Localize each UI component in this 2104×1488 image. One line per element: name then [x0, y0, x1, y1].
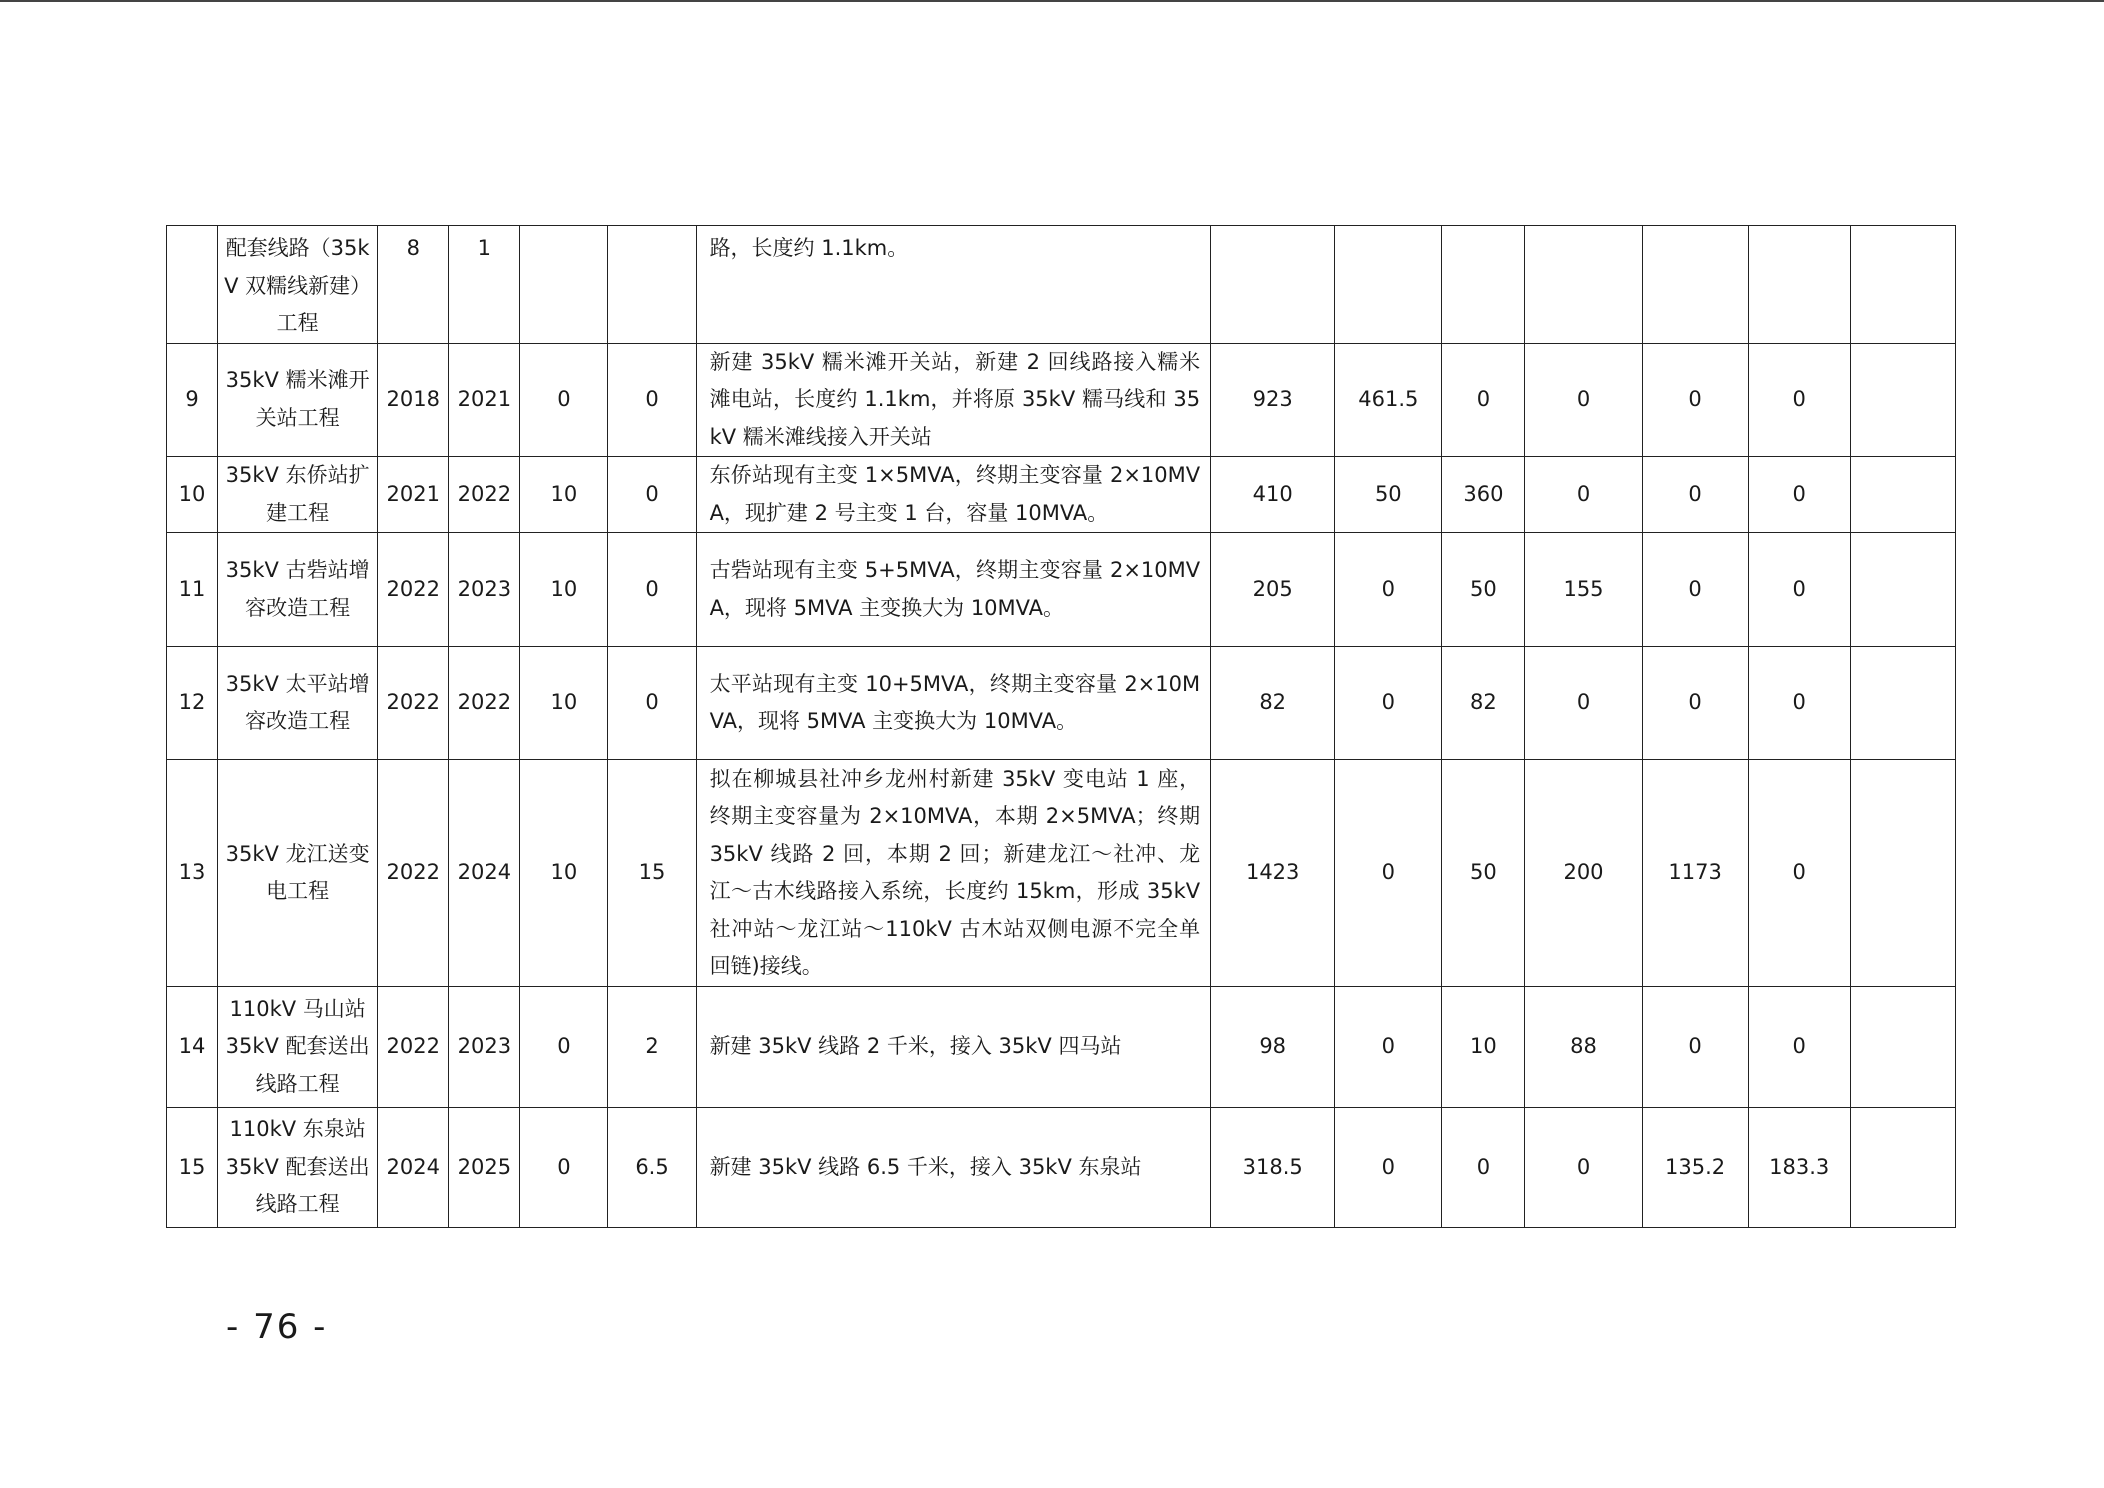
investment-year-4-cell: 0	[1642, 457, 1748, 533]
row-number-cell: 11	[167, 533, 218, 647]
total-investment-cell: 1423	[1211, 760, 1335, 987]
table-row	[167, 343, 1956, 457]
investment-year-2-cell: 82	[1442, 647, 1525, 760]
table-row	[167, 1108, 1956, 1228]
investment-year-2-cell: 360	[1442, 457, 1525, 533]
table-row	[167, 226, 1956, 344]
investment-year-4-cell: 1173	[1642, 760, 1748, 987]
total-investment-cell: 318.5	[1211, 1108, 1335, 1228]
construction-content-cell: 新建 35kV 线路 2 千米，接入 35kV 四马站	[696, 987, 1211, 1108]
investment-year-1-cell	[1335, 226, 1442, 344]
transformer-capacity-cell: 10	[520, 647, 608, 760]
total-investment-cell: 82	[1211, 647, 1335, 760]
total-investment-cell: 205	[1211, 533, 1335, 647]
investment-year-3-cell	[1525, 226, 1642, 344]
end-year-cell: 1	[449, 226, 520, 344]
start-year-cell: 8	[378, 226, 449, 344]
table-row	[167, 647, 1956, 760]
investment-year-1-cell: 0	[1335, 647, 1442, 760]
project-name-cell: 35kV 糯米滩开关站工程	[218, 343, 378, 457]
total-investment-cell: 923	[1211, 343, 1335, 457]
page-top-border	[0, 0, 2104, 2]
project-name-cell: 35kV 太平站增容改造工程	[218, 647, 378, 760]
line-length-cell	[608, 226, 696, 344]
investment-year-3-cell: 0	[1525, 647, 1642, 760]
start-year-cell: 2021	[378, 457, 449, 533]
end-year-cell: 2022	[449, 457, 520, 533]
start-year-cell: 2022	[378, 987, 449, 1108]
investment-year-2-cell	[1442, 226, 1525, 344]
construction-content-cell: 太平站现有主变 10+5MVA，终期主变容量 2×10MVA，现将 5MVA 主变换大为 10MVA。	[696, 647, 1211, 760]
transformer-capacity-cell: 0	[520, 343, 608, 457]
page-number: - 76 -	[226, 1307, 328, 1347]
row-number-cell: 15	[167, 1108, 218, 1228]
line-length-cell: 2	[608, 987, 696, 1108]
row-number-cell: 12	[167, 647, 218, 760]
line-length-cell: 0	[608, 343, 696, 457]
project-table	[166, 225, 1956, 1228]
project-name-cell: 110kV 东泉站 35kV 配套送出线路工程	[218, 1108, 378, 1228]
remarks-cell	[1850, 457, 1955, 533]
investment-year-3-cell: 0	[1525, 343, 1642, 457]
table-row	[167, 987, 1956, 1108]
investment-year-2-cell: 10	[1442, 987, 1525, 1108]
investment-year-5-cell: 0	[1748, 647, 1850, 760]
investment-year-4-cell	[1642, 226, 1748, 344]
start-year-cell: 2022	[378, 760, 449, 987]
end-year-cell: 2023	[449, 987, 520, 1108]
investment-year-1-cell: 461.5	[1335, 343, 1442, 457]
investment-year-5-cell: 0	[1748, 533, 1850, 647]
transformer-capacity-cell: 0	[520, 1108, 608, 1228]
remarks-cell	[1850, 1108, 1955, 1228]
investment-year-5-cell	[1748, 226, 1850, 344]
start-year-cell: 2024	[378, 1108, 449, 1228]
investment-year-4-cell: 0	[1642, 343, 1748, 457]
line-length-cell: 6.5	[608, 1108, 696, 1228]
investment-year-4-cell: 0	[1642, 987, 1748, 1108]
construction-content-cell: 新建 35kV 糯米滩开关站，新建 2 回线路接入糯米滩电站，长度约 1.1km，并将原 35kV 糯马线和 35kV 糯米滩线接入开关站	[696, 343, 1211, 457]
start-year-cell: 2022	[378, 647, 449, 760]
end-year-cell: 2025	[449, 1108, 520, 1228]
start-year-cell: 2022	[378, 533, 449, 647]
table-row	[167, 760, 1956, 987]
remarks-cell	[1850, 987, 1955, 1108]
investment-year-4-cell: 0	[1642, 647, 1748, 760]
investment-year-5-cell: 0	[1748, 760, 1850, 987]
total-investment-cell	[1211, 226, 1335, 344]
investment-year-3-cell: 0	[1525, 1108, 1642, 1228]
investment-year-5-cell: 183.3	[1748, 1108, 1850, 1228]
end-year-cell: 2024	[449, 760, 520, 987]
end-year-cell: 2021	[449, 343, 520, 457]
investment-year-1-cell: 0	[1335, 760, 1442, 987]
line-length-cell: 0	[608, 647, 696, 760]
construction-content-cell: 拟在柳城县社冲乡龙州村新建 35kV 变电站 1 座，终期主变容量为 2×10MVA，本期 2×5MVA；终期 35kV 线路 2 回，本期 2 回；新建龙江～社冲、龙江～古木线路接入系统，长度约 15km，形成 35kV 社冲站～龙江站～110kV 古木站双侧电源不完全单回链)接线。	[696, 760, 1211, 987]
start-year-cell: 2018	[378, 343, 449, 457]
investment-year-3-cell: 155	[1525, 533, 1642, 647]
construction-content-cell: 古砦站现有主变 5+5MVA，终期主变容量 2×10MVA，现将 5MVA 主变换大为 10MVA。	[696, 533, 1211, 647]
row-number-cell: 14	[167, 987, 218, 1108]
row-number-cell	[167, 226, 218, 344]
investment-year-2-cell: 50	[1442, 760, 1525, 987]
project-name-cell: 110kV 马山站 35kV 配套送出线路工程	[218, 987, 378, 1108]
end-year-cell: 2022	[449, 647, 520, 760]
construction-content-cell: 路，长度约 1.1km。	[696, 226, 1211, 344]
investment-year-3-cell: 88	[1525, 987, 1642, 1108]
investment-year-5-cell: 0	[1748, 457, 1850, 533]
construction-content-cell: 新建 35kV 线路 6.5 千米，接入 35kV 东泉站	[696, 1108, 1211, 1228]
line-length-cell: 0	[608, 457, 696, 533]
transformer-capacity-cell: 0	[520, 987, 608, 1108]
line-length-cell: 15	[608, 760, 696, 987]
investment-year-1-cell: 0	[1335, 1108, 1442, 1228]
project-name-cell: 35kV 龙江送变电工程	[218, 760, 378, 987]
investment-year-2-cell: 0	[1442, 1108, 1525, 1228]
remarks-cell	[1850, 343, 1955, 457]
end-year-cell: 2023	[449, 533, 520, 647]
investment-year-1-cell: 50	[1335, 457, 1442, 533]
total-investment-cell: 410	[1211, 457, 1335, 533]
remarks-cell	[1850, 647, 1955, 760]
row-number-cell: 9	[167, 343, 218, 457]
remarks-cell	[1850, 226, 1955, 344]
investment-year-2-cell: 0	[1442, 343, 1525, 457]
transformer-capacity-cell: 10	[520, 533, 608, 647]
transformer-capacity-cell: 10	[520, 457, 608, 533]
investment-year-5-cell: 0	[1748, 987, 1850, 1108]
project-name-cell: 35kV 东侨站扩建工程	[218, 457, 378, 533]
investment-year-4-cell: 0	[1642, 533, 1748, 647]
investment-year-3-cell: 200	[1525, 760, 1642, 987]
investment-year-3-cell: 0	[1525, 457, 1642, 533]
project-name-cell: 35kV 古砦站增容改造工程	[218, 533, 378, 647]
investment-year-2-cell: 50	[1442, 533, 1525, 647]
investment-year-1-cell: 0	[1335, 987, 1442, 1108]
remarks-cell	[1850, 533, 1955, 647]
investment-year-5-cell: 0	[1748, 343, 1850, 457]
total-investment-cell: 98	[1211, 987, 1335, 1108]
line-length-cell: 0	[608, 533, 696, 647]
remarks-cell	[1850, 760, 1955, 987]
transformer-capacity-cell	[520, 226, 608, 344]
row-number-cell: 13	[167, 760, 218, 987]
construction-content-cell: 东侨站现有主变 1×5MVA，终期主变容量 2×10MVA，现扩建 2 号主变 1 台，容量 10MVA。	[696, 457, 1211, 533]
investment-year-4-cell: 135.2	[1642, 1108, 1748, 1228]
table-row	[167, 457, 1956, 533]
transformer-capacity-cell: 10	[520, 760, 608, 987]
table-row	[167, 533, 1956, 647]
row-number-cell: 10	[167, 457, 218, 533]
project-name-cell: 配套线路（35kV 双糯线新建）工程	[218, 226, 378, 344]
investment-year-1-cell: 0	[1335, 533, 1442, 647]
